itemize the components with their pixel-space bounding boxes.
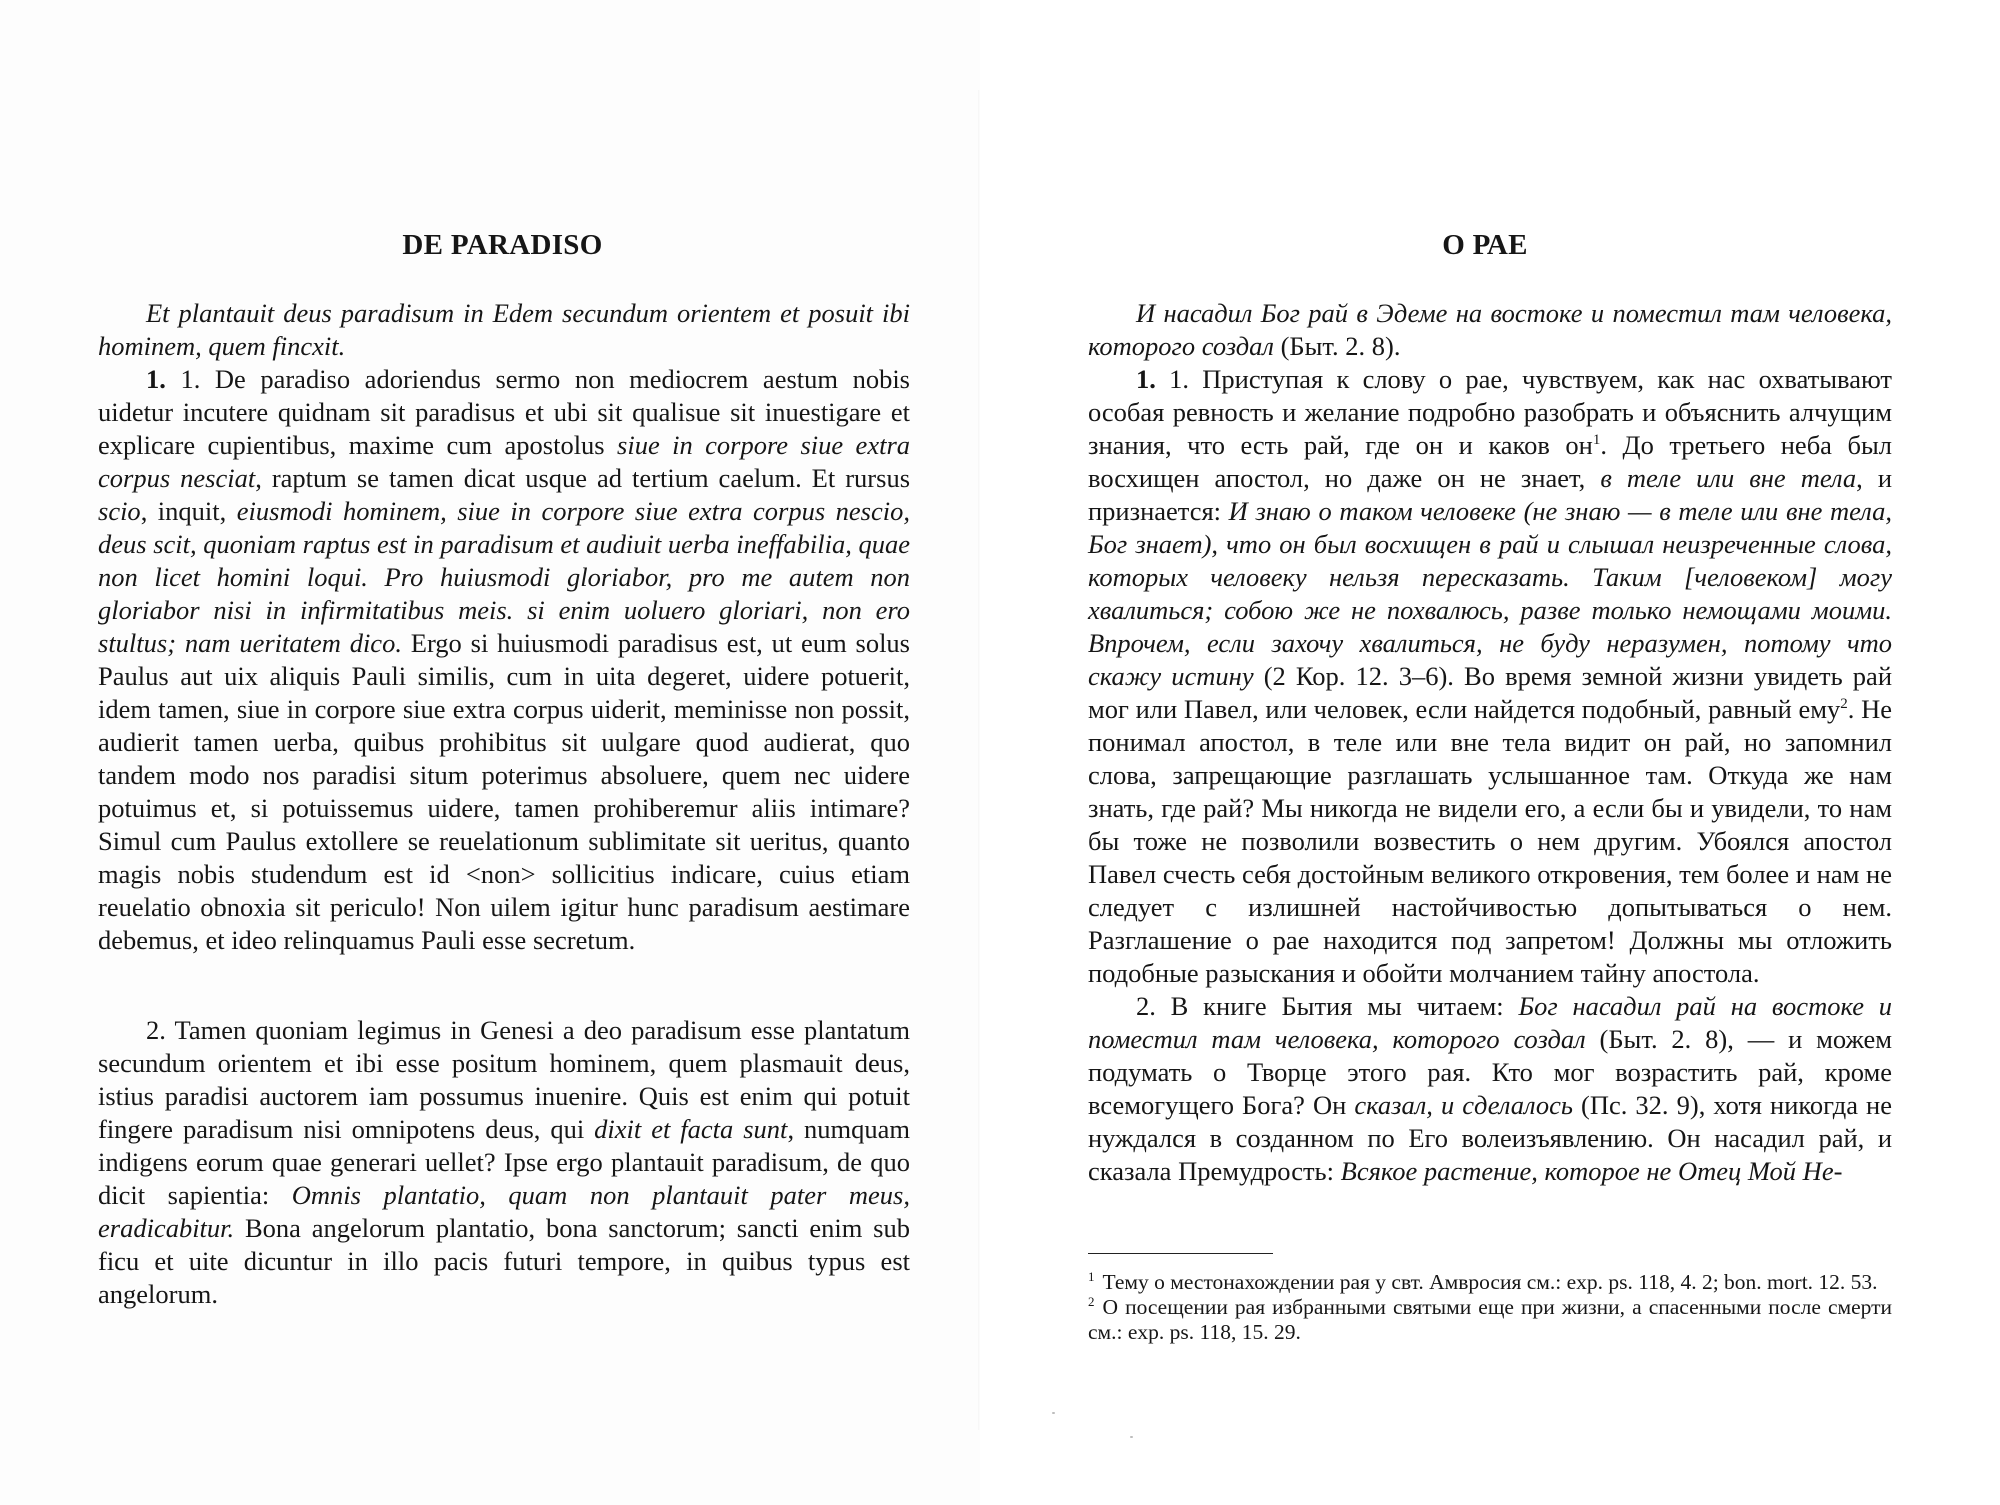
right-p1-text-4: (2 Кор. 12. 3–6). Во время земной жизни увидеть рай мог или Павел, или человек, если найдется подобный, равный ему <box>1088 661 1893 724</box>
left-paragraph-1 <box>98 363 910 957</box>
right-p2-text-1: 2. В книге Бытия мы читаем: <box>1136 991 1519 1021</box>
left-p1-italic-3: eiusmodi hominem, siue in corpore siue extra corpus nescio, deus scit, quoniam raptus est in paradisum et audiuit uerba ineffabilia, quae non licet homini loqui. Pro huiusmodi gloriabor, pro me autem non gloriabor nisi in infirmitatibus meis. si enim uoluero gloriari, non ero stultus; nam ueritatem dico. <box>98 496 910 658</box>
left-p1-text-1: 1. De paradiso adoriendus sermo non mediocrem aestum nobis uidetur incutere quidnam sit paradisus et ubi sit qualisue sit inuestigare et explicare cupientibus, maxime cum apostolus <box>98 364 910 460</box>
right-section-number: 1. <box>1136 364 1156 394</box>
left-p2-text-2: , numquam indigens eorum quae generari uellet? Ipse ergo plantauit paradisum, de quo dicit sapientia: <box>98 1114 911 1210</box>
footnote-1-text: Тему о местонахождении рая у свт. Амвросия см.: exp. ps. 118, 4. 2; bon. mort. 12. 53. <box>1102 1270 1878 1294</box>
right-p2-italic-3: Всякое растение, которое не Отец Мой Не- <box>1340 1156 1843 1186</box>
right-p2-text-2: (Быт. 2. 8), — и можем подумать о Творце этого рая. Кто мог возрастить рай, кроме всемогущего Бога? Он <box>1088 1024 1892 1120</box>
footnote-2-mark: 2 <box>1088 1293 1095 1309</box>
right-p1-italic-1: в теле или вне тела <box>1600 463 1857 493</box>
scan-speck <box>1052 1412 1055 1414</box>
right-epigraph-quote: И насадил Бог рай в Эдеме на востоке и поместил там человека, которого создал <box>1088 298 1892 361</box>
right-page-title: О РАЕ <box>1442 229 1528 261</box>
footnote-2 <box>1088 1295 1892 1345</box>
right-epigraph <box>1088 297 1892 363</box>
left-p1-italic-2: scio <box>98 496 141 526</box>
left-p2-italic-2: Omnis plantatio, quam non plantauit pater meus, eradicabitur. <box>98 1180 910 1243</box>
left-section-number: 1. <box>146 364 166 394</box>
right-p1-text-1: 1. Приступая к слову о рае, чувствуем, как нас охватывают особая ревность и желание подробно разобрать и объяснить алчущим знания, что есть рай, где он и каков он <box>1088 364 1892 460</box>
left-p2-italic-1: dixit et facta sunt <box>594 1114 788 1144</box>
left-text-block-1 <box>98 297 910 957</box>
footnote-1 <box>1088 1270 1892 1295</box>
right-p1-italic-2: И знаю о таком человеке (не знаю — в теле или вне тела, Бог знает), что он был восхищен в рай и слышал неизреченные слова, которых человеку нельзя пересказать. Таким [человеком] могу хвалиться; собою же не похвалюсь, разве только немощами моими. Впрочем, если захочу хвалиться, не буду неразумен, потому что скажу истину <box>1088 496 1892 691</box>
right-text-block <box>1088 297 1892 1188</box>
right-paragraph-2 <box>1088 990 1892 1188</box>
left-p1-text-3: , inquit, <box>140 496 237 526</box>
left-p1-text-2: , raptum se tamen dicat usque ad tertium caelum. Et rursus <box>255 463 911 493</box>
left-paragraph-2 <box>98 1014 910 1311</box>
footnotes <box>1088 1253 1892 1345</box>
right-p1-text-5: . Не понимал апостол, в теле или вне тела видит он рай, но запомнил слова, запрещающие разглашать услышанное там. Откуда же нам знать, где рай? Мы никогда не видели его, а если бы и увидели, то нам бы тоже не позволили возвестить о нем другим. Убоялся апостол Павел счесть себя достойным великого откровения, тем более и нам не следует с излишней настойчивостью допытываться о нем. Разглашение о рае находится под запретом! Должны мы отложить подобные разыскания и обойти молчанием тайну апостола. <box>1088 694 1892 988</box>
left-p1-text-4: Ergo si huiusmodi paradisus est, ut eum solus Paulus aut uix aliquis Pauli similis, cum in uita degeret, uidere potuerit, idem tamen, siue in corpore siue extra corpus uiderit, meminisse non possit, audierit tamen uerba, quibus prohibitus sit uulgare quod audierat, quo tandem modo nos paradisi situm poterimus absoluere, quem nec uidere potuimus et, si potuissemus uidere, tamen prohiberemur aliis intimare? Simul cum Paulus extollere se reuelationum sublimitate sit ueritus, quanto magis nobis studendum est id <non> sollicitius indicare, cuius etiam reuelatio obnoxia sit periculo! Non uilem igitur hunc paradisum aestimare debemus, et ideo relinquamus Pauli esse secretum. <box>98 628 910 955</box>
footnote-ref-1: 1 <box>1592 432 1601 449</box>
footnote-2-text: О посещении рая избранными святыми еще при жизни, а спасенными после смерти см.: exp. ps. 118, 15. 29. <box>1088 1295 1892 1344</box>
right-epigraph-ref: (Быт. 2. 8). <box>1273 331 1401 361</box>
footnote-divider <box>1088 1253 1273 1254</box>
left-p2-text-3: Bona angelorum plantatio, bona sanctorum; sancti enim sub ficu et uite dicuntur in illo pacis futuri tempore, in quibus typus est angelorum. <box>98 1213 910 1309</box>
left-p1-italic-1: siue in corpore siue extra corpus nesciat <box>98 430 911 493</box>
right-paragraph-1 <box>1088 363 1892 990</box>
scan-speck <box>1130 1436 1133 1438</box>
footnote-ref-2: 2 <box>1840 696 1848 713</box>
right-p1-text-3: , и признается: <box>1088 463 1893 526</box>
left-epigraph: Et plantauit deus paradisum in Edem secundum orientem et posuit ibi hominem, quem fincxit. <box>98 298 910 361</box>
right-p1-text-2: . До третьего неба был восхищен апостол, но даже он не знает, <box>1088 430 1892 493</box>
left-text-block-2 <box>98 1014 910 1311</box>
footnote-1-mark: 1 <box>1088 1268 1095 1284</box>
right-p2-text-3: (Пс. 32. 9), хотя никогда не нуждался в созданном по Его волеизъявлению. Он насадил рай, и сказала Премудрость: <box>1088 1090 1892 1186</box>
left-page-title: DE PARADISO <box>402 229 603 261</box>
left-p2-text-1: 2. Tamen quoniam legimus in Genesi a deo paradisum esse plantatum secundum orientem et ibi esse positum hominem, quem plasmauit deus, istius paradisi auctorem iam possumus inuenire. Quis est enim qui potuit fingere paradisum nisi omnipotens deus, qui <box>98 1015 910 1144</box>
right-p2-italic-2: сказал, и сделалось <box>1354 1090 1573 1120</box>
left-page <box>0 0 980 1505</box>
right-p2-italic-1: Бог насадил рай на востоке и поместил там человека, которого создал <box>1088 991 1892 1054</box>
right-page <box>980 0 2000 1505</box>
